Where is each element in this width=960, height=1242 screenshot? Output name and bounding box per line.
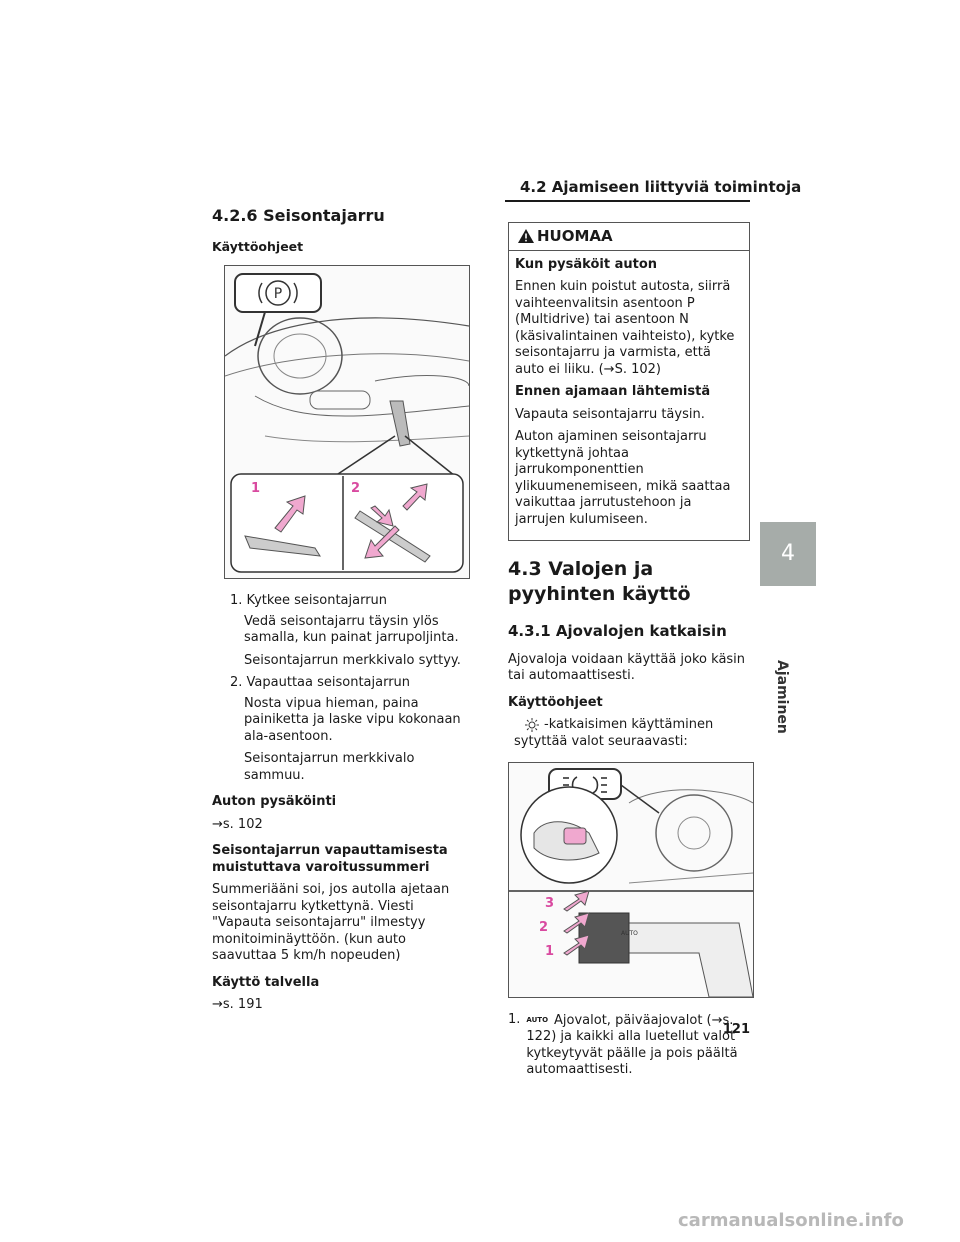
- callout-1: 1: [251, 481, 261, 496]
- callout-2: 2: [351, 481, 361, 496]
- headlight-icon: [524, 718, 540, 732]
- parking-heading: Auton pysäköinti: [212, 794, 337, 809]
- caution-header: [509, 223, 749, 251]
- reminder-text: Summeriääni soi, jos autolla ajetaan seisontajarru kytkettynä. Viesti "Vapauta seisontajarru" ilmestyy monitoiminäyttöön. (kun auto saavuttaa 5 km/h nopeuden): [212, 882, 450, 963]
- list-item-text: Seisontajarrun merkkivalo syttyy.: [244, 652, 461, 668]
- caution-body: [509, 251, 749, 541]
- parking-brake-figure: [224, 265, 470, 579]
- caution-text-1: Ennen kuin poistut autosta, siirrä vaihteenvalitsin asentoon P (Multidrive) tai asentoon N (käsivalintainen vaihteisto), kytke seisontajarru ja varmista, että auto ei liiku. (→S. 102): [515, 279, 735, 377]
- intro-text: Ajovaloja voidaan käyttää joko käsin tai automaattisesti.: [508, 651, 746, 683]
- p-symbol: P: [273, 286, 283, 302]
- caution-box: [508, 222, 750, 541]
- item1-text: Ajovalot, päiväajovalot (→s. 122) ja kaikki alla luetellut valot kytkeytyvät päälle ja pois päältä automaattisesti.: [526, 1012, 738, 1078]
- watermark: carmanualsonline.info: [678, 1210, 904, 1231]
- chapter-tab-label: Ajaminen: [774, 660, 790, 734]
- list-item-text: Vedä seisontajarru täysin ylös samalla, kun painat jarrupoljinta.: [244, 613, 459, 645]
- list-item: 2. Vapauttaa seisontajarrun: [230, 675, 411, 690]
- running-header: 4.2 Ajamiseen liittyviä toimintoja: [520, 178, 802, 196]
- headlight-switch-illustration: [509, 763, 753, 997]
- right-column: [508, 222, 750, 1079]
- callout-1b: 1: [545, 944, 555, 959]
- header-rule: [505, 200, 750, 202]
- chapter-title: 4.3 Valojen ja pyyhinten käyttö: [508, 558, 691, 605]
- headlight-switch-figure: [508, 762, 754, 998]
- caution-title: HUOMAA: [537, 227, 613, 245]
- winter-heading: Käyttö talvella: [212, 974, 320, 990]
- switch-text: -katkaisimen käyttäminen sytyttää valot seuraavasti:: [514, 717, 714, 749]
- chapter-tab[interactable]: 4: [760, 522, 816, 586]
- warning-icon: [517, 228, 535, 244]
- list-item-text: Seisontajarrun merkkivalo sammuu.: [244, 751, 415, 783]
- list-item: 1. Kytkee seisontajarrun: [230, 593, 388, 608]
- list-item-text: Nosta vipua hieman, paina painiketta ja laske vipu kokonaan ala-asentoon.: [244, 695, 461, 744]
- caution-heading-2: Ennen ajamaan lähtemistä: [515, 384, 711, 399]
- caution-text-3: Auton ajaminen seisontajarru kytkettynä johtaa jarrukomponenttien ylikuumenemiseen, mikä saattaa vaikuttaa jarrutustehoon ja jarrujen kulumiseen.: [515, 429, 731, 527]
- parking-ref-link[interactable]: →s. 102: [212, 816, 263, 832]
- page-number: 121: [722, 1022, 750, 1037]
- item1-number: 1.: [508, 1012, 521, 1027]
- section-title: 4.2.6 Seisontajarru: [212, 206, 385, 225]
- winter-ref-link[interactable]: →s. 191: [212, 997, 263, 1012]
- auto-label: AUTO: [621, 930, 638, 937]
- caution-heading-1: Kun pysäköit auton: [515, 256, 658, 272]
- section-title-2: 4.3.1 Ajovalojen katkaisin: [508, 622, 727, 640]
- callout-2b: 2: [539, 920, 549, 935]
- instructions-heading: Käyttöohjeet: [212, 238, 304, 254]
- reminder-heading: Seisontajarrun vapauttamisesta muistuttava varoitussummeri: [212, 843, 448, 875]
- instructions-heading-2: Käyttöohjeet: [508, 694, 603, 710]
- list-item-auto: [508, 1012, 750, 1079]
- left-column: [212, 208, 470, 1022]
- auto-icon: AUTO: [526, 1016, 549, 1024]
- caution-text-2: Vapauta seisontajarru täysin.: [515, 406, 705, 422]
- parking-brake-illustration: [225, 266, 469, 578]
- callout-3b: 3: [545, 896, 555, 911]
